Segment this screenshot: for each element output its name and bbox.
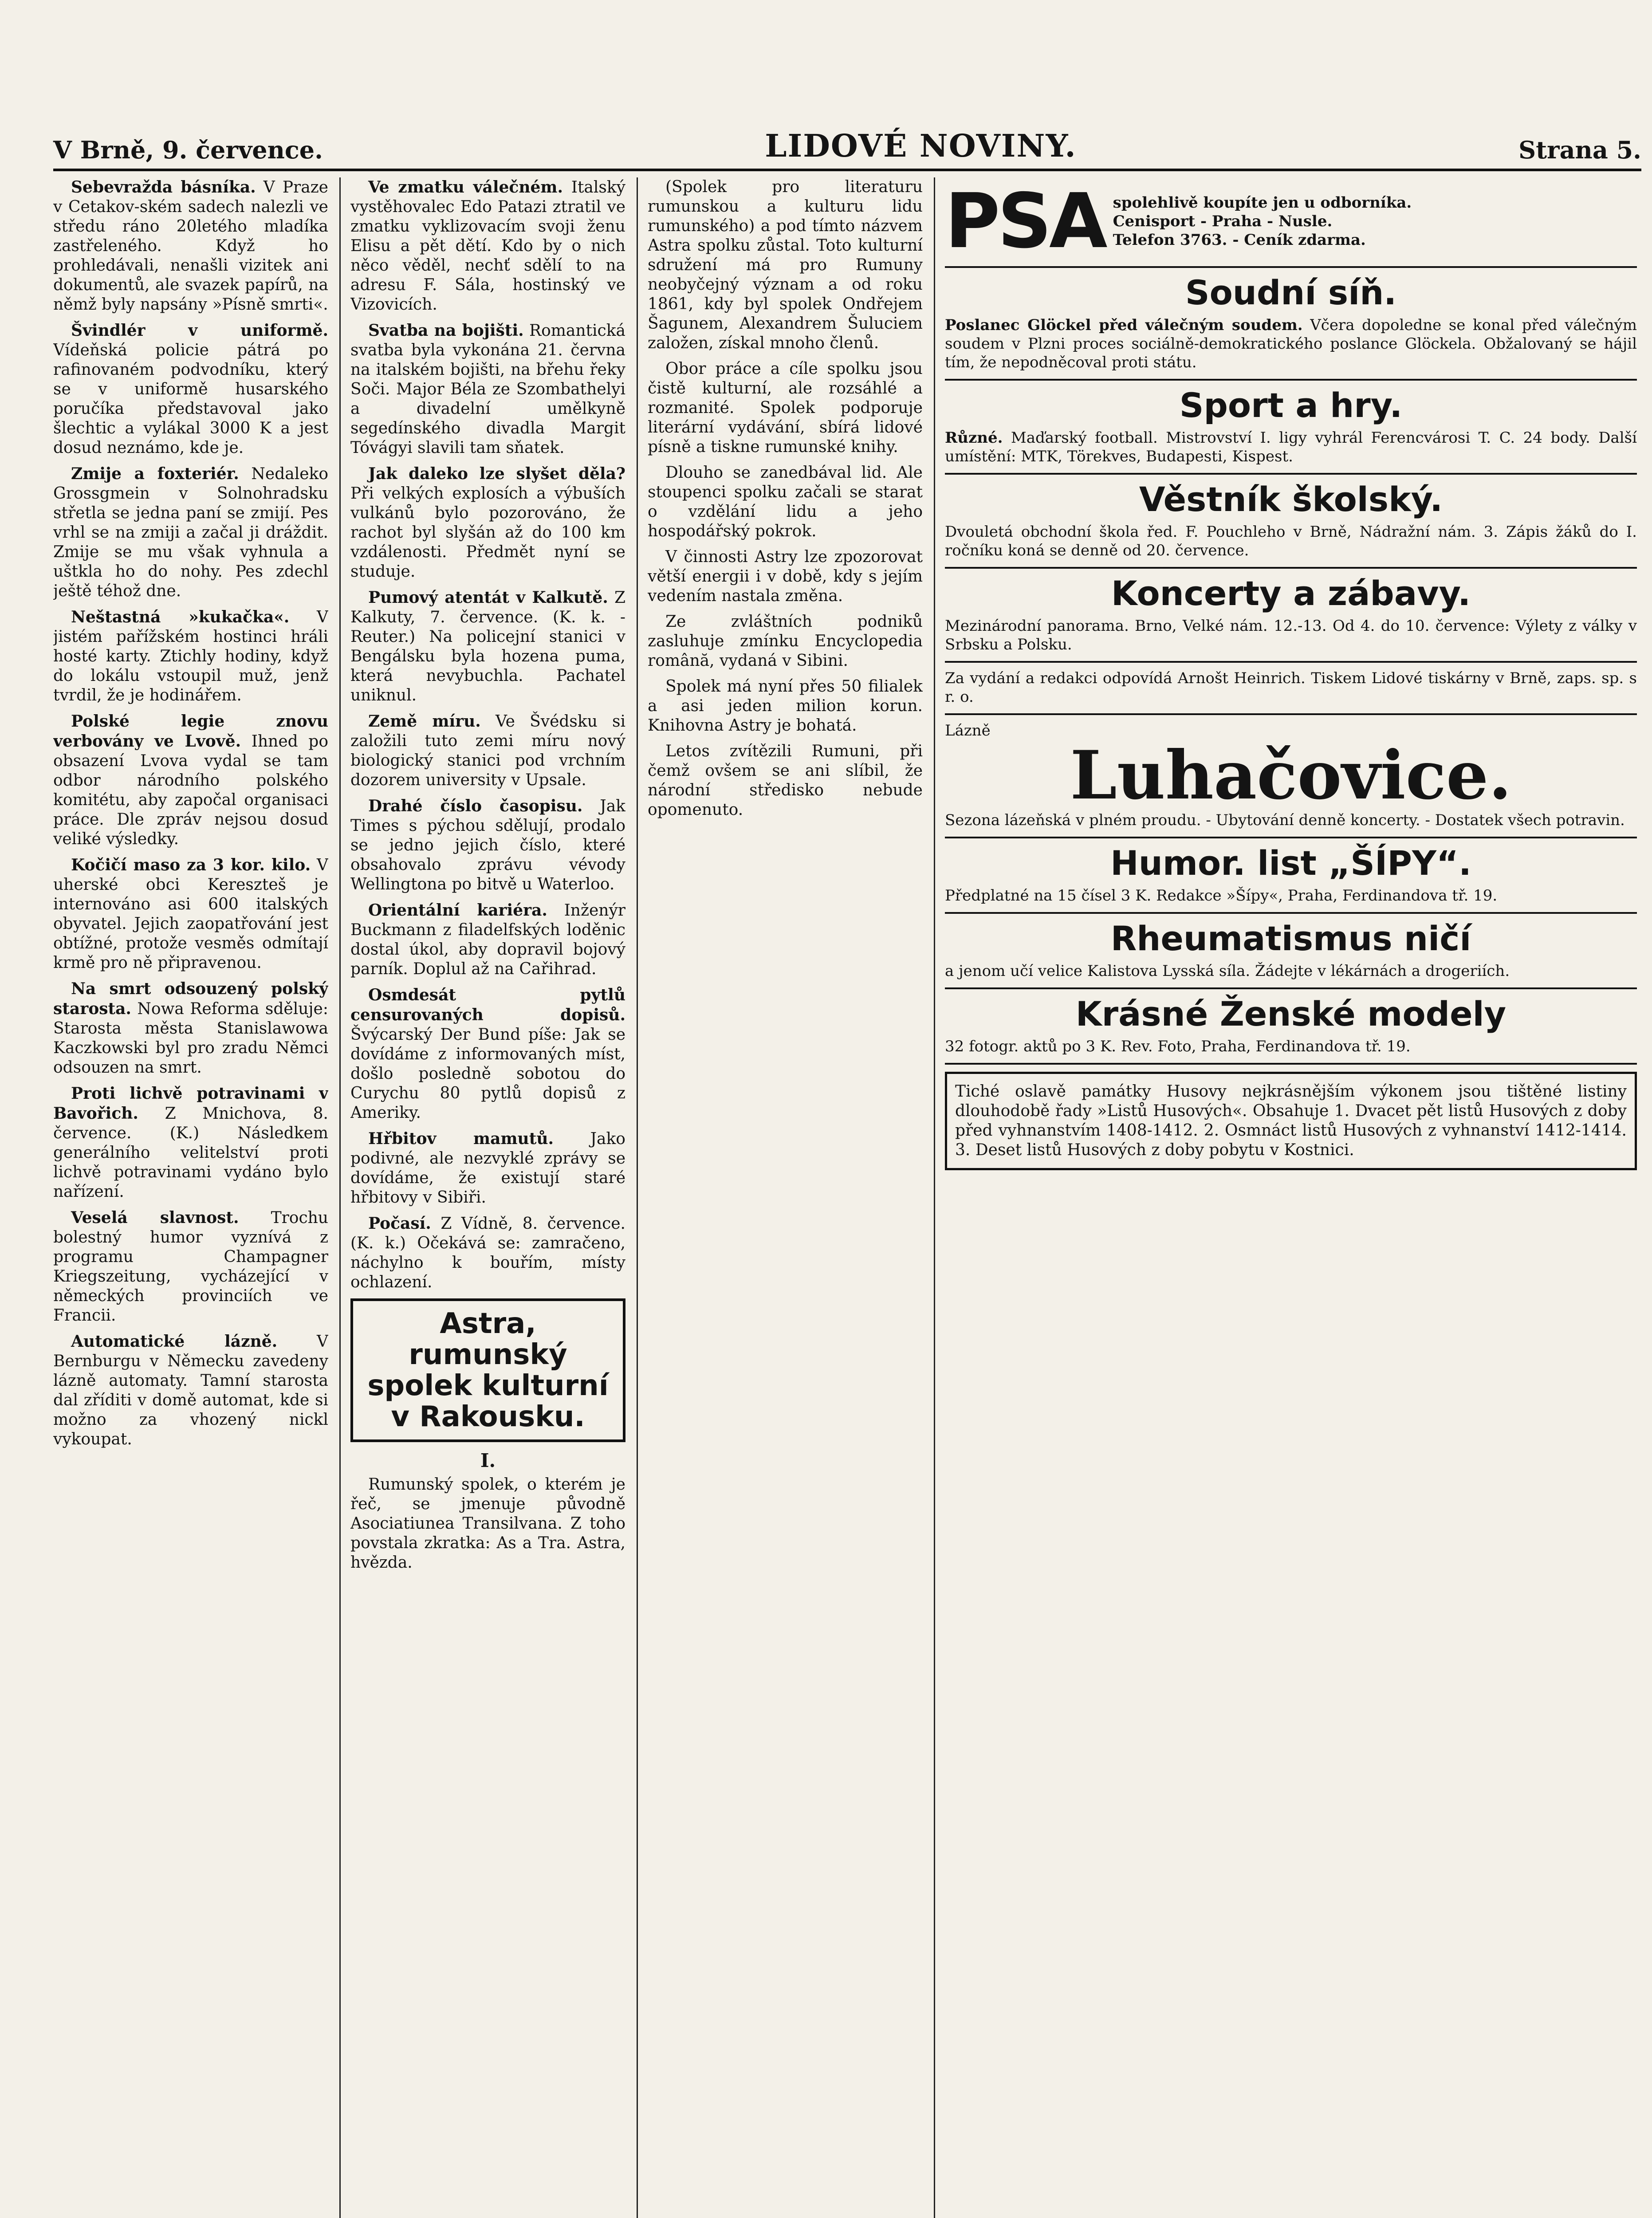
hus-box-advert: [945, 1072, 1637, 1170]
section-title: Sport a hry.: [1179, 385, 1403, 425]
article-text: Letos zvítězili Rumuni, při čemž ovšem se ani slíbil, že národní středisko nebude opomenuto.: [648, 742, 923, 819]
headline: Země míru.: [368, 712, 481, 731]
article-text: Z Mnichova, 8. července. (K.) Následkem generálního velitelství proti lichvě potravinami vydáno bylo nařízení.: [53, 1105, 328, 1201]
article-text: Ve Švédsku si založili tuto zemi míru nový biologický stanici pod vrchním dozorem university v Upsale.: [350, 712, 625, 789]
masthead-date: V Brně, 9. července.: [53, 136, 323, 164]
article-text: Maďarský football. Mistrovství I. ligy vyhrál Ferencvárosi T. C. 24 body. Další umístění: MTK, Törekves, Budapesti, Kispest.: [945, 429, 1637, 465]
masthead-title: LIDOVÉ NOVINY.: [765, 127, 1077, 164]
article-text: V Praze v Cetakov-ském sadech nalezli ve středu ráno 20letého mladíka zastřeleného. Když ho prohledávali, nenašli vizitek ani dokumentů, ale svazek papírů, na němž byly napsány »Písně smrti«.: [53, 178, 328, 314]
article-text: (Spolek pro literaturu rumunskou a kulturu lidu rumunského) a pod tímto názvem Astra spolku zůstal. Toto kulturní sdružení má pro Rumuny neobyčejný význam a od roku 1861, kdy byl spolek Ondřejem Šagunem, Alexandrem Šuluciem založen, získal mnoho členů.: [648, 178, 923, 352]
headline: Sebevražda básníka.: [71, 178, 256, 197]
luhacovice-advert: [945, 715, 1637, 838]
column-3: [648, 177, 923, 2218]
article-text: V činnosti Astry lze zpozorovat větší energii i v době, kdy s jejím vedením nastala změna.: [648, 548, 923, 605]
advert-text: 32 fotogr. aktů po 3 K. Rev. Foto, Praha, Ferdinandova tř. 19.: [945, 1038, 1411, 1055]
article-text: Obor práce a cíle spolku jsou čistě kulturní, ale rozsáhlé a rozmanité. Spolek podporuje literární vydávání, sbírá lidové písně a tiskne rumunské knihy.: [648, 360, 923, 456]
article-text: V uherské obci Kereszteš je internováno asi 600 italských obyvatel. Jejich zaopatřování jest obtížné, protože vesměs odmítají krmě pro ně připravenou.: [53, 856, 328, 972]
article-text: Při velkých explosích a výbuších vulkánů bylo pozorováno, že rachot byl slyšán až do 100 km vzdálenosti. Předmět nyní se studuje.: [350, 484, 625, 581]
rheumatismus-advert: [945, 914, 1637, 989]
headline: Jak daleko lze slyšet děla?: [368, 464, 625, 483]
imprint: [945, 663, 1637, 715]
article-text: Romantická svatba byla vykonána 21. června na italském bojišti, na břehu řeky Soči. Major Béla ze Szombathelyi a divadelní umělkyně segedínského divadla Margit Tóvágyi slavili tam sňatek.: [350, 322, 625, 457]
headline: Kočičí maso za 3 kor. kilo.: [71, 856, 311, 874]
psa-logo: PSA: [945, 177, 1105, 265]
article-text: Z Kalkuty, 7. července. (K. k. - Reuter.) Na policejní stanici v Bengálsku byla hozena puma, která nevybuchla. Pachatel uniknul.: [350, 589, 625, 704]
advert-title: Humor. list „ŠÍPY“.: [1110, 843, 1471, 883]
article-text: V jistém pařížském hostinci hráli hosté karty. Ztichly hodiny, když do lokálu vstoupil muž, jenž tvrdil, že je hodinářem.: [53, 608, 328, 704]
section-number: I.: [480, 1450, 496, 1471]
article-text: Jako podivné, ale nezvyklé zprávy se dovídáme, že existují staré hřbitovy v Sibiři.: [350, 1130, 625, 1207]
section-subtitle: Poslanec Glöckel před válečným soudem.: [945, 316, 1303, 334]
article-text: Ihned po obsazení Lvova vydal se tam odbor národního polského komitétu, aby započal organisaci práce. Dle zpráv nejsou dosud veliké výsledky.: [53, 732, 328, 848]
psa-line: Cenisport - Praha - Nusle.: [1113, 212, 1333, 230]
headline: Pumový atentát v Kalkutě.: [368, 588, 608, 607]
article-text: Nedaleko Grossgmein v Solnohradsku střetla se jedna paní se zmijí. Pes vrhl se na zmiji a začal ji dráždit. Zmije se mu však vyhnula a uštkla ho do nohy. Pes zdechl ještě téhož dne.: [53, 465, 328, 600]
article-text: Jak Times s pýchou sdělují, prodalo se jedno jejich číslo, které obsahovalo zprávu vévody Wellingtona po bitvě u Waterloo.: [350, 797, 625, 893]
astra-headline: Astra, rumunský spolek kulturní v Rakousku.: [350, 1298, 625, 1442]
column-divider: [339, 177, 341, 2218]
advert-title: Krásné Ženské modely: [1075, 994, 1506, 1034]
article-text: Švýcarský Der Bund píše: Jak se dovídáme z informovaných míst, došlo posledně sobotou do Curychu 80 pytlů dopisů z Ameriky.: [350, 1026, 625, 1122]
masthead-page: Strana 5.: [1518, 136, 1641, 164]
headline: Polské legie znovu verbovány ve Lvově.: [53, 712, 328, 751]
article-text: Italský vystěhovalec Edo Patazi ztratil ve zmatku vyklizovacím svoji ženu Elisu a pět dětí. Kdo by o nich něco věděl, nechť sdělí to na adresu F. Sála, hostinský ve Vizovicích.: [350, 178, 625, 314]
section-sport: [945, 381, 1637, 475]
section-title: Soudní síň.: [1185, 273, 1397, 312]
article-text: V Bernburgu v Německu zavedeny lázně automaty. Tamní starosta dal zříditi v domě automat, kde si možno za vhozený nickl vykoupat.: [53, 1333, 328, 1448]
article-text: Spolek má nyní přes 50 filialek a asi jeden milion korun. Knihovna Astry je bohatá.: [648, 677, 923, 735]
headline: Na smrt odsouzený polský starosta.: [53, 979, 328, 1018]
advert-text: a jenom učí velice Kalistova Lysská síla. Žádejte v lékárnách a drogeriích.: [945, 962, 1510, 980]
headline: Ve zmatku válečném.: [368, 178, 563, 197]
article-text: Vídeňská policie pátrá po rafinovaném podvodníku, který se v uniformě husarského poručíka představoval jako šlechtic a vylákal 3000 K a jest dosud neznámo, kde je.: [53, 341, 328, 457]
humor-advert: [945, 838, 1637, 914]
advert-label: Lázně: [945, 722, 991, 739]
article-text: Včera dopoledne se konal před válečným soudem v Plzni proces sociálně-demokratického poslance Glöckela. Obžalovaný se hájil tím, že nepodněcoval proti státu.: [945, 316, 1637, 371]
headline: Švindlér v uniformě.: [71, 321, 328, 340]
headline: Proti lichvě potravinami v Bavořich.: [53, 1084, 328, 1123]
article-text: Dlouho se zanedbával lid. Ale stoupenci spolku začali se starat o vzdělání lidu a jeho hospodářský pokrok.: [648, 464, 923, 540]
column-divider: [934, 177, 935, 2218]
headline: Orientální kariéra.: [368, 901, 547, 920]
column-divider: [637, 177, 638, 2218]
advert-text: Předplatné na 15 čísel 3 K. Redakce »Šípy«, Praha, Ferdinandova tř. 19.: [945, 887, 1498, 905]
article-text: Inženýr Buckmann z filadelfských loděnic dostal úkol, aby dopravil bojový parník. Doplul až na Cařihrad.: [350, 901, 625, 978]
article-text: Nowa Reforma sděluje: Starosta města Stanislawowa Kaczkowski byl pro zradu Němci odsouzen na smrt.: [53, 1000, 328, 1077]
advert-text: Tiché oslavě památky Husovy nejkrásnějším výkonem jsou tištěné listiny dlouhodobě řady »Listů Husových«. Obsahuje 1. Dvacet pět listů Husových z doby před vyhnanstvím 1408-1412. 2. Osmnáct listů Husových z vyhnanství 1412-1414. 3. Deset listů Husových z doby pobytu v Kostnici.: [955, 1082, 1627, 1159]
article-text: Z Vídně, 8. července. (K. k.) Očekává se: zamračeno, náchylno k bouřím, místy ochlazení.: [350, 1215, 625, 1291]
article-text: Ze zvláštních podniků zasluhuje zmínku Encyclopedia română, vydaná v Sibini.: [648, 613, 923, 670]
article-text: Trochu bolestný humor vyznívá z programu Champagner Kriegszeitung, vycházející v německých provinciích ve Francii.: [53, 1209, 328, 1325]
section-vestnik: [945, 475, 1637, 569]
article-text: Mezinárodní panorama. Brno, Velké nám. 12.-13. Od 4. do 10. července: Výlety z války v Srbsku a Polsku.: [945, 617, 1637, 653]
column-2: [350, 177, 625, 2218]
section-subtitle: Různé.: [945, 429, 1003, 447]
headline: Drahé číslo časopisu.: [368, 797, 583, 815]
column-1: [53, 177, 328, 2218]
headline: Zmije a foxteriér.: [71, 464, 239, 483]
section-title: Věstník školský.: [1139, 480, 1443, 519]
headline: Neštastná »kukačka«.: [71, 608, 290, 626]
headline: Počasí.: [368, 1214, 431, 1233]
masthead: [53, 127, 1641, 171]
headline: Osmdesát pytlů censurovaných dopisů.: [350, 986, 625, 1024]
modely-advert: [945, 989, 1637, 1065]
section-soudni-sin: [945, 268, 1637, 381]
headline: Hřbitov mamutů.: [368, 1129, 554, 1148]
column-4-ads: [945, 177, 1637, 2218]
psa-advert: [945, 177, 1637, 268]
headline: Veselá slavnost.: [71, 1208, 239, 1227]
advert-text: Sezona lázeňská v plném proudu. - Ubytování denně koncerty. - Dostatek všech potravin.: [945, 811, 1625, 829]
headline: Automatické lázně.: [71, 1332, 278, 1351]
psa-line: Telefon 3763. - Ceník zdarma.: [1113, 231, 1366, 249]
imprint-text: Za vydání a redakci odpovídá Arnošt Heinrich. Tiskem Lidové tiskárny v Brně, zaps. sp. s r. o.: [945, 669, 1637, 706]
section-koncerty: [945, 569, 1637, 663]
article-text: Rumunský spolek, o kterém je řeč, se jmenuje původně Asociatiunea Transilvana. Z toho povstala zkratka: As a Tra. Astra, hvězda.: [350, 1475, 625, 1572]
headline: Svatba na bojišti.: [368, 321, 524, 340]
advert-title: Rheumatismus ničí: [1110, 919, 1471, 958]
section-title: Koncerty a zábavy.: [1111, 574, 1471, 613]
psa-line: spolehlivě koupíte jen u odborníka.: [1113, 194, 1412, 212]
advert-title: Luhačovice.: [1070, 736, 1512, 814]
article-text: Dvouletá obchodní škola řed. F. Pouchleho v Brně, Nádražní nám. 3. Zápis žáků do I. ročníku koná se denně od 20. července.: [945, 523, 1637, 559]
